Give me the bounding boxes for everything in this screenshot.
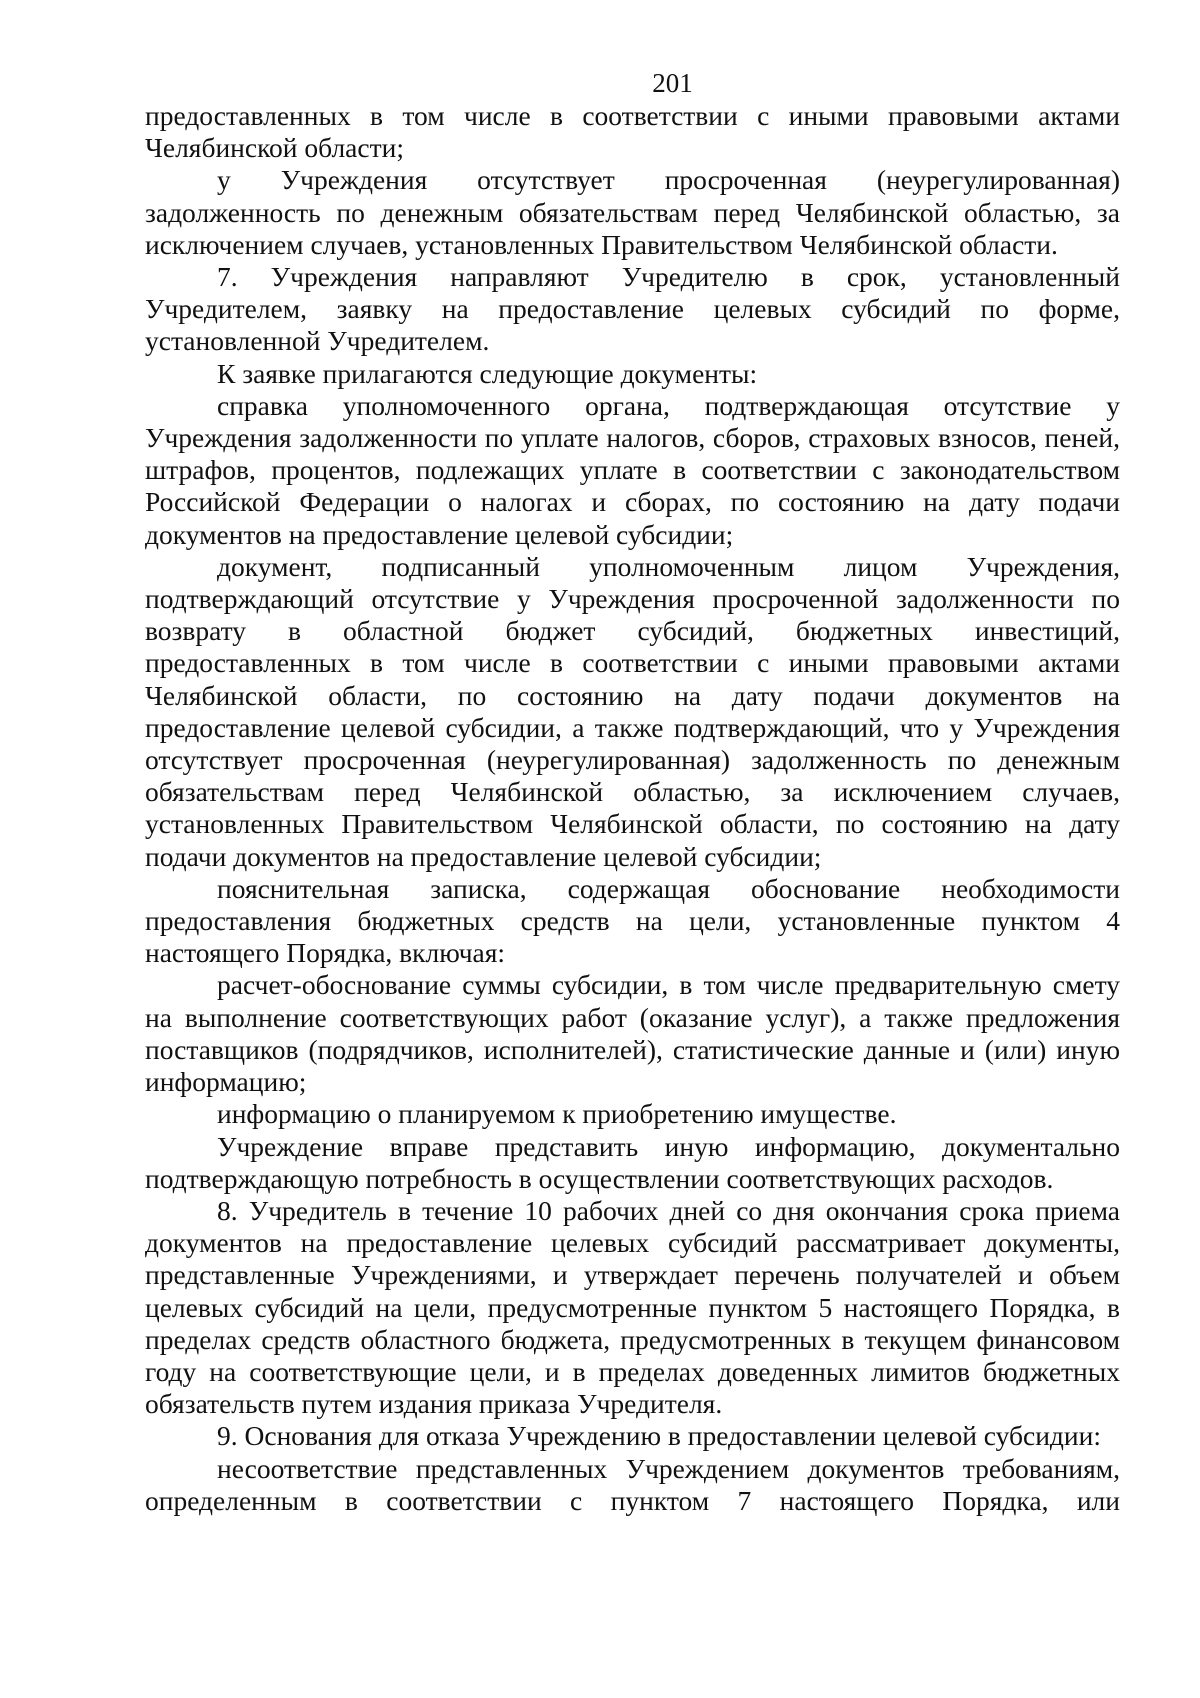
paragraph: информацию о планируемом к приобретению имуществе. <box>217 1098 897 1130</box>
page-number: 201 <box>652 68 693 98</box>
paragraph: пояснительная записка, содержащая обоснование необходимости предоставления бюджетных средств на цели, установленные пунктом 4 настоящего Порядка, включая: <box>145 872 1120 969</box>
paragraph: 8. Учредитель в течение 10 рабочих дней со дня окончания срока приема документов на предоставление целевых субсидий рассматривает документы, представленные Учреждениями, и утверждает перечень получателей и объем целевых субсидий на цели, предусмотренные пунктом 5 настоящего Порядка, в пределах средств областного бюджета, предусмотренных в текущем финансовом году на соответствующие цели, и в пределах доведенных лимитов бюджетных обязательств путем издания приказа Учредителя. <box>145 1194 1120 1420</box>
paragraph: 9. Основания для отказа Учреждению в предоставлении целевой субсидии: <box>217 1420 1102 1452</box>
paragraph: у Учреждения отсутствует просроченная (неурегулированная) задолженность по денежным обязательствам перед Челябинской областью, за исключением случаев, установленных Правительством Челябинской области. <box>145 164 1120 260</box>
document-body <box>145 100 1120 1517</box>
paragraph: К заявке прилагаются следующие документы: <box>217 357 758 389</box>
paragraph: предоставленных в том числе в соответствии с иными правовыми актами Челябинской области; <box>145 100 1120 164</box>
paragraph: документ, подписанный уполномоченным лицом Учреждения, подтверждающий отсутствие у Учреждения просроченной задолженности по возврату в областной бюджет субсидий, бюджетных инвестиций, предоставленных в том числе в соответствии с иными правовыми актами Челябинской области, по состоянию на дату подачи документов на предоставление целевой субсидии, а также подтверждающий, что у Учреждения отсутствует просроченная (неурегулированная) задолженность по денежным обязательствам перед Челябинской областью, за исключением случаев, установленных Правительством Челябинской области, по состоянию на дату подачи документов на предоставление целевой субсидии; <box>145 550 1120 872</box>
paragraph: несоответствие представленных Учреждением документов требованиям, определенным в соответствии с пунктом 7 настоящего Порядка, или <box>145 1452 1120 1516</box>
paragraph: Учреждение вправе представить иную информацию, документально подтверждающую потребность в осуществлении соответствующих расходов. <box>145 1130 1120 1194</box>
paragraph: справка уполномоченного органа, подтверждающая отсутствие у Учреждения задолженности по уплате налогов, сборов, страховых взносов, пеней, штрафов, процентов, подлежащих уплате в соответствии с законодательством Российской Федерации о налогах и сборах, по состоянию на дату подачи документов на предоставление целевой субсидии; <box>145 389 1120 550</box>
paragraph: 7. Учреждения направляют Учредителю в срок, установленный Учредителем, заявку на предоставление целевых субсидий по форме, установленной Учредителем. <box>145 261 1120 357</box>
paragraph: расчет-обоснование суммы субсидии, в том числе предварительную смету на выполнение соответствующих работ (оказание услуг), а также предложения поставщиков (подрядчиков, исполнителей), статистические данные и (или) иную информацию; <box>145 969 1120 1098</box>
